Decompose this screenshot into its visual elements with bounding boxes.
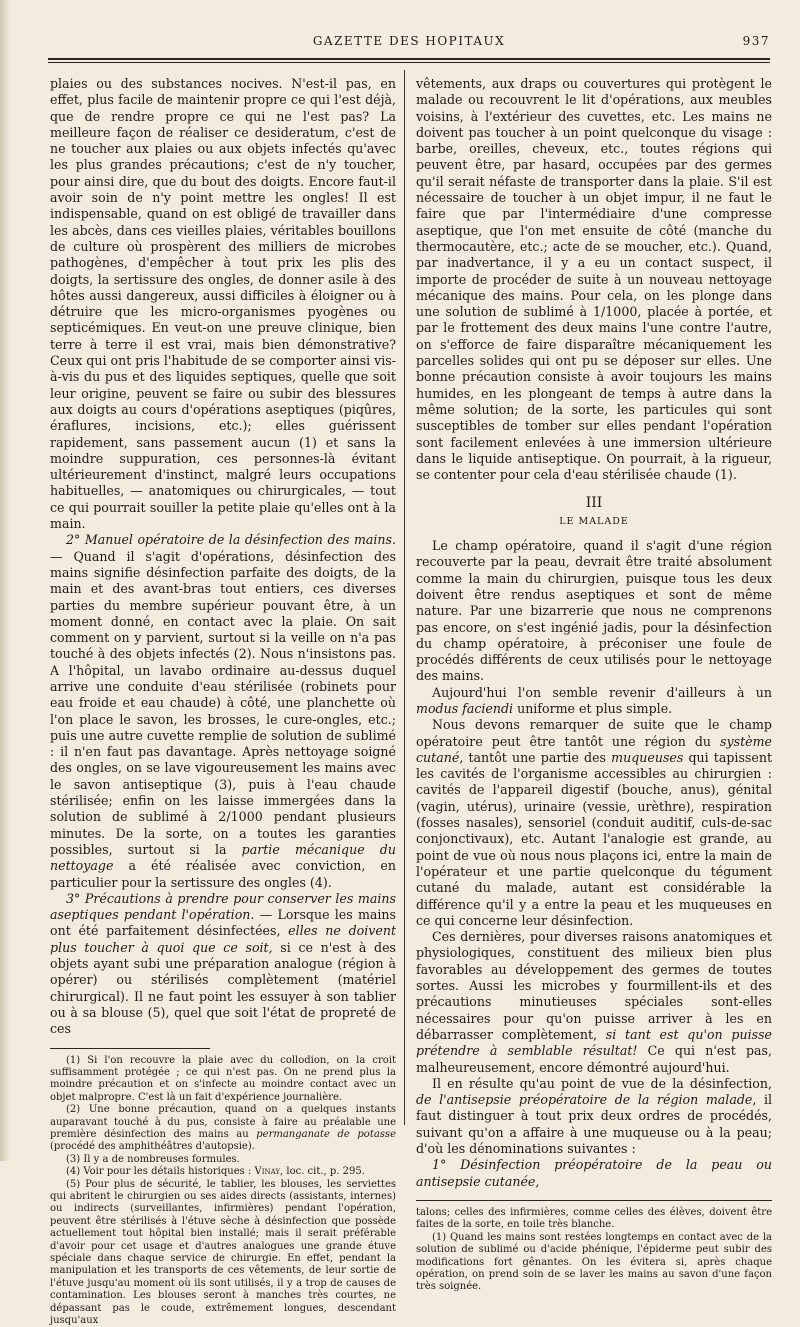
left-paragraph-2-lead: 2° Manuel opératoire de la désinfection des mains. — [66, 532, 396, 548]
right-paragraph-6-b: , il faut distinguer à tout prix deux ordres de procédés, suivant qu'on a affaire à une muqueuse ou à la peau; d'où les dénominations suivantes : — [416, 1092, 773, 1156]
right-footnote-1: (1) Quand les mains sont restées longtemps en contact avec de la solution de sublimé ou d'acide phénique, l'épiderme peut subir des modifications fort gênantes. On les évitera si, après chaque opération, on prend soin de se laver les mains au savon d'une façon très soignée. — [416, 1231, 772, 1293]
right-paragraph-3-italic: modus faciendi — [416, 700, 514, 716]
right-paragraph-4-c: qui tapissent les cavités de l'organisme accessibles au chirurgien : cavités de l'appareil digestif (bouche, anus), génital (vagin, utérus), urinaire (vessie, urèthre), respiration (fosses nasales), sensoriel (conduit auditif, culs-de-sac conjonctivaux), etc. Autant l'analogie est grande, au point de vue où nous nous plaçons ici, entre la main de l'opérateur et une partie quelconque du tégument cutané du malade, autant est considérable la différence qu'il y a entre la peau et les muqueuses en ce qui concerne leur désinfection. — [416, 749, 773, 928]
page-edge-shadow — [0, 0, 10, 1161]
right-paragraph-4-a: Nous devons remarquer de suite que le champ opératoire peut être tantôt une région du — [416, 717, 772, 749]
right-paragraph-5-italic: si tant est qu'on puisse prétendre à semblable résultat! — [416, 1026, 772, 1059]
left-paragraph-3-italic: elles ne doivent plus toucher à quoi que ce soit, — [50, 923, 396, 955]
right-paragraph-3 — [416, 685, 772, 718]
running-header — [48, 34, 770, 56]
right-footnote-rule — [416, 1200, 772, 1201]
left-paragraph-2 — [50, 532, 396, 891]
left-column — [50, 76, 396, 1327]
left-paragraph-2-italic: partie mécanique du nettoyage — [50, 841, 396, 874]
right-paragraph-3-a: Aujourd'hui l'on semble revenir d'ailleurs à un — [432, 684, 772, 700]
right-paragraph-5 — [416, 929, 772, 1076]
right-paragraph-4-italic-2: muqueuses — [611, 749, 684, 765]
right-paragraph-3-b: uniforme et plus simple. — [513, 700, 673, 716]
left-footnote-1: (1) Si l'on recouvre la plaie avec du collodion, on la croit suffisamment protégée ; ce qui n'est pas. On ne prend plus la moindre précaution et on s'infecte au moindre contact avec un objet malpropre. C'est là un fait d'expérience journalière. — [50, 1054, 396, 1103]
right-paragraph-4-italic-1: système cutané — [416, 733, 772, 765]
column-divider — [404, 70, 405, 1125]
header-rule-thick — [48, 58, 770, 60]
page-number: 937 — [742, 34, 770, 48]
left-paragraph-2-end: a été réalisée avec conviction, en particulier pour la sertissure des ongles (4). — [50, 858, 396, 890]
left-footnote-4-b: , loc. cit., p. 295. — [280, 1166, 365, 1178]
right-column — [416, 76, 772, 1294]
right-footnote-continuation: talons; celles des infirmières, comme celles des élèves, doivent être faites de la sorte, en toile très blanche. — [416, 1206, 772, 1231]
left-paragraph-1: plaies ou des substances nocives. N'est-il pas, en effet, plus facile de maintenir propre ce qui l'est déjà, que de rendre propre ce qui ne l'est pas? La meilleure façon de réaliser ce desideratum, c'est de ne toucher aux plaies ou aux objets infectés qu'avec les plus grandes précautions; c'est de n'y toucher, pour ainsi dire, que du bout des doigts. Encore faut-il avoir soin de n'y point mettre les ongles! Il est indispensable, quand on est obligé de travailler dans les abcès, dans ces vieilles plaies, véritables bouillons de culture où prospèrent des milliers de microbes pathogènes, d'empêcher à tout prix les plis des doigts, la sertissure des ongles, de donner asile à des hôtes aussi dangereux, aussi difficiles à éloigner ou à détruire que les micro-organismes pyogènes ou septicémiques. En veut-on une preuve clinique, bien terre à terre il est vrai, mais bien démonstrative? Ceux qui ont pris l'habitude de se comporter ainsi vis-à-vis du pus et des liquides septiques, quelle que soit leur origine, peuvent se faire ou subir des blessures aux doigts au cours d'opérations aseptiques (piqûres, éraflures, incisions, etc.); elles guérissent rapidement, sans passement aucun (1) et sans la moindre suppuration, ces personnes-là évitant ultérieurement d'instinct, malgré leurs occupations habituelles, — anatomiques ou chirurgicales, — tout ce qui pourrait souiller la petite plaie qu'elles ont à la main. — [50, 76, 396, 532]
left-paragraph-3 — [50, 891, 396, 1038]
left-footnote-4-name: Vinay — [254, 1166, 281, 1178]
left-footnote-5: (5) Pour plus de sécurité, le tablier, les blouses, les serviettes qui abritent le chirurgien ou ses aides directs (assistants, internes) ou indirects (surveillantes, infirmières) pendant l'opération, peuvent être stérilisés à l'étuve sèche à désinfection que possède actuellement tout hôpital bien installé; mais il serait préférable d'avoir pour cet usage et d'autres analogues une grande étuve spéciale dans chaque service de chirurgie. En effet, pendant la manipulation et les transports de ces vêtements, de leur sortie de l'étuve jusqu'au moment où ils sont utilisés, il y a trop de causes de contamination. Les blouses seront à manches très courtes, ne dépassant pas le coude, extrêmement longues, descendant jusqu'aux — [50, 1178, 396, 1327]
header-rule-thin — [48, 62, 770, 63]
right-paragraph-2: Le champ opératoire, quand il s'agit d'une région recouverte par la peau, devrait être traité absolument comme la main du chirurgien, puisque tous les deux doivent être rendus aseptiques et sont de même nature. Par une bizarrerie que nous ne comprenons pas encore, on s'est ingénié jadis, pour la désinfection du champ opératoire, à préconiser une foule de procédés différents de ceux utilisés pour le nettoyage des mains. — [416, 538, 772, 684]
left-footnote-2-italic: permanganate de potasse — [256, 1128, 396, 1140]
section-number: III — [585, 495, 603, 512]
left-paragraph-3-body: — Lorsque les mains ont été parfaitement désinfectées, — [50, 907, 396, 939]
left-footnote-2-b: (procédé des amphithéâtres d'autopsie). — [50, 1141, 255, 1153]
right-paragraph-4 — [416, 717, 772, 929]
right-paragraph-5-a: Ces dernières, pour diverses raisons anatomiques et physiologiques, constituent des milieux bien plus favorables au développement des germes de toutes sortes. Aussi les microbes y fourmillent-ils et des précautions minutieuses spéciales sont-elles nécessaires pour qu'on puisse arriver à les en débarrasser complètement, — [416, 929, 772, 1042]
right-paragraph-6 — [416, 1076, 772, 1157]
left-footnote-4 — [50, 1166, 396, 1178]
right-paragraph-7 — [416, 1157, 772, 1190]
right-paragraph-6-a: Il en résulte qu'au point de vue de la désinfection, — [432, 1075, 772, 1091]
journal-title: GAZETTE DES HOPITAUX — [312, 34, 506, 48]
left-paragraph-2-body: — Quand il s'agit d'opérations, désinfection des mains signifie désinfection parfaite des doigts, de la main et des avant-bras tout entiers, ces diverses parties du membre supérieur pouvant être, à un moment donné, en contact avec la plaie. On sait comment on y parvient, surtout si la veille on n'a pas touché à des objets infectés (2). Nous n'insistons pas. A l'hôpital, un lavabo ordinaire au-dessus duquel arrive une conduite d'eau stérilisée (robinets pour eau froide et eau chaude) à côté, une planchette où l'on place le savon, les brosses, le cure-ongles, etc.; puis une autre cuvette remplie de solution de sublimé : il n'en faut pas davantage. Après nettoyage soigné des ongles, on se lave vigoureusement les mains avec le savon antiseptique (3), puis à l'eau chaude stérilisée; enfin on les laisse immergées dans la solution de sublimé à 2/1000 pendant plusieurs minutes. De la sorte, on a toutes les garanties possibles, surtout si la — [50, 548, 396, 857]
left-footnote-3: (3) Il y a de nombreuses formules. — [66, 1153, 240, 1165]
section-title: LE MALADE — [559, 515, 629, 527]
right-paragraph-1: vêtements, aux draps ou couvertures qui protègent le malade ou recouvrent le lit d'opérations, aux meubles voisins, à l'extérieur des cuvettes, etc. Les mains ne doivent pas toucher à un point quelconque du visage : barbe, oreilles, cheveux, etc., toutes régions qui peuvent être, par hasard, occupées par des germes qu'il serait néfaste de transporter dans la plaie. S'il est nécessaire de toucher à un objet impur, il ne faut le faire que par l'intermédiaire d'une compresse aseptique, que l'on met ensuite de côté (manche du thermocautère, etc.; acte de se moucher, etc.). Quand, par inadvertance, il y a eu un contact suspect, il importe de procéder de suite à un nouveau nettoyage mécanique des mains. Pour cela, on les plonge dans une solution de sublimé à 1/1000, placée à portée, et par le frottement des deux mains l'une contre l'autre, on s'efforce de faire disparaître mécaniquement les parcelles solides qui ont pu se déposer sur elles. Une bonne précaution consiste à avoir toujours les mains humides, en les plongeant de temps à autre dans la même solution; de la sorte, les particules qui sont susceptibles de tomber sur elles pendant l'opération sont facilement enlevées à une immersion ultérieure dans le liquide antiseptique. On pourrait, à la rigueur, se contenter pour cela d'eau stérilisée chaude (1). — [416, 76, 772, 483]
right-paragraph-5-b: Ce qui n'est pas, malheureusement, encore démontré aujourd'hui. — [416, 1043, 772, 1075]
left-paragraph-3-lead: 3° Précautions à prendre pour conserver les mains aseptiques pendant l'opération. — [50, 890, 396, 923]
left-footnote-4-a: (4) Voir pour les détails historiques : — [66, 1166, 255, 1178]
left-footnote-2-a: (2) Une bonne précaution, quand on a quelques instants auparavant touché à du pus, consiste à faire au préalable une première désinfection des mains au — [50, 1104, 396, 1140]
left-paragraph-3-end: si ce n'est à des objets ayant subi une préparation analogue (région à opérer) ou stérilisés complètement (matériel chirurgical). Il ne faut point les essuyer à son tablier ou à sa blouse (5), quel que soit l'état de propreté de ces — [50, 939, 396, 1037]
left-footnote-2 — [50, 1104, 396, 1154]
right-paragraph-4-b: , tantôt une partie des — [459, 749, 612, 765]
right-paragraph-6-italic: de l'antisepsie préopératoire de la région malade — [416, 1092, 753, 1108]
left-footnote-rule — [50, 1048, 210, 1049]
right-paragraph-7-italic: 1° Désinfection préopératoire de la peau ou antisepsie cutanée, — [416, 1157, 772, 1189]
